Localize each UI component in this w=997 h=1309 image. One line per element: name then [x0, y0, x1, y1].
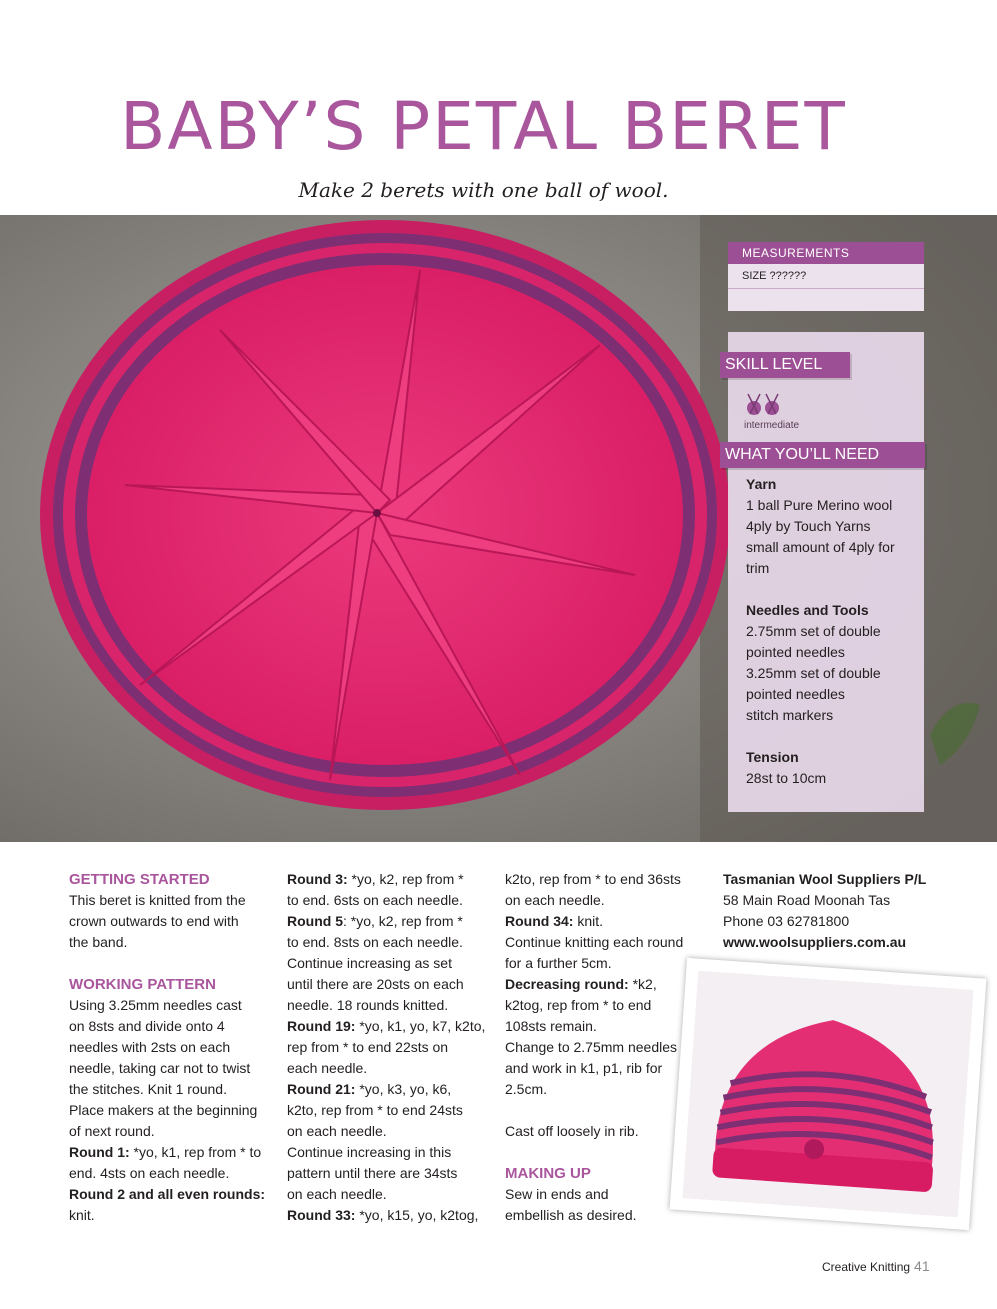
round-3: Round 3: *yo, k2, rep from * [287, 871, 464, 887]
instructions-column-2 [287, 869, 493, 1226]
text-line: for a further 5cm. [505, 955, 612, 971]
round-34: Round 34: knit. [505, 913, 604, 929]
text-line: each needle. [287, 1060, 368, 1076]
round-19: Round 19: *yo, k1, yo, k7, k2to, [287, 1018, 486, 1034]
text-line: crown outwards to end with [69, 913, 239, 929]
tools-line: 3.25mm set of double [746, 665, 881, 681]
decreasing-round: Decreasing round: *k2, [505, 976, 657, 992]
supplier-info [723, 869, 943, 953]
supplier-name: Tasmanian Wool Suppliers P/L [723, 871, 927, 887]
text-line: and work in k1, p1, rib for [505, 1060, 663, 1076]
making-up-heading: MAKING UP [505, 1165, 591, 1182]
round-1: Round 1: *yo, k1, rep from * to [69, 1144, 262, 1160]
text-line: to end. 8sts on each needle. [287, 934, 463, 950]
magazine-name: Creative Knitting [822, 1260, 911, 1274]
supplier-website: www.woolsuppliers.com.au [723, 934, 907, 950]
yarn-line: small amount of 4ply for [746, 539, 895, 555]
text-line: embellish as desired. [505, 1207, 637, 1223]
measurements-blank-row [728, 289, 924, 311]
subtitle: Make 2 berets with one ball of wool. [298, 178, 669, 202]
text-line: knit. [69, 1207, 95, 1223]
text-line: on each needle. [505, 892, 605, 908]
skill-level-value: intermediate [744, 420, 800, 431]
text-line: pattern until there are 34sts [287, 1165, 458, 1181]
supplier-phone: Phone 03 62781800 [723, 913, 850, 929]
working-pattern-heading: WORKING PATTERN [69, 976, 216, 993]
yarn-heading: Yarn [746, 476, 777, 492]
text-line: to end. 6sts on each needle. [287, 892, 463, 908]
page-title: BABY’S PETAL BERET [120, 88, 847, 165]
text-line: end. 4sts on each needle. [69, 1165, 230, 1181]
tools-heading: Needles and Tools [746, 602, 869, 618]
text-line: rep from * to end 22sts on [287, 1039, 449, 1055]
yarn-balls-icon [744, 392, 792, 418]
yarn-line: 4ply by Touch Yarns [746, 518, 871, 534]
getting-started-heading: GETTING STARTED [69, 871, 210, 888]
text-line: 108sts remain. [505, 1018, 597, 1034]
tools-line: pointed needles [746, 644, 845, 660]
text-line: of next round. [69, 1123, 155, 1139]
round-2-label: Round 2 and all even rounds: [69, 1186, 266, 1202]
text-line: on 8sts and divide onto 4 [69, 1018, 225, 1034]
text-line: Continue increasing in this [287, 1144, 452, 1160]
round-33: Round 33: *yo, k15, yo, k2tog, [287, 1207, 479, 1223]
tension-heading: Tension [746, 749, 799, 765]
text-line: k2tog, rep from * to end [505, 997, 652, 1013]
beret-side-photo [670, 958, 987, 1230]
text-line: Using 3.25mm needles cast [69, 997, 242, 1013]
requirements-list [746, 474, 916, 789]
tools-line: stitch markers [746, 707, 834, 723]
page-footer [822, 1258, 930, 1274]
text-line: k2to, rep from * to end 24sts [287, 1102, 463, 1118]
text-line: Continue increasing as set [287, 955, 452, 971]
page-number: 41 [914, 1258, 930, 1274]
what-you-need-heading: WHAT YOU’LL NEED [720, 442, 925, 468]
measurements-heading: MEASUREMENTS [728, 242, 924, 264]
text-line: the stitches. Knit 1 round. [69, 1081, 227, 1097]
text-line: Continue knitting each round [505, 934, 684, 950]
text-line: Sew in ends and [505, 1186, 609, 1202]
round-5: Round 5: *yo, k2, rep from * [287, 913, 463, 929]
text-line: needles with 2sts on each [69, 1039, 231, 1055]
text-line: the band. [69, 934, 128, 950]
text-line: needle, taking car not to twist [69, 1060, 251, 1076]
text-line: This beret is knitted from the [69, 892, 246, 908]
text-line: on each needle. [287, 1186, 387, 1202]
text-line: 2.5cm. [505, 1081, 548, 1097]
text-line: on each needle. [287, 1123, 387, 1139]
text-line: until there are 20sts on each [287, 976, 464, 992]
text-line: k2to, rep from * to end 36sts [505, 871, 681, 887]
tools-line: pointed needles [746, 686, 845, 702]
text-line: Change to 2.75mm needles [505, 1039, 677, 1055]
yarn-line: 1 ball Pure Merino wool [746, 497, 893, 513]
yarn-line: trim [746, 560, 770, 576]
measurements-panel [728, 242, 924, 311]
supplier-address: 58 Main Road Moonah Tas [723, 892, 891, 908]
tools-line: 2.75mm set of double [746, 623, 881, 639]
cast-off-line: Cast off loosely in rib. [505, 1123, 639, 1139]
text-line: needle. 18 rounds knitted. [287, 997, 449, 1013]
round-21: Round 21: *yo, k3, yo, k6, [287, 1081, 452, 1097]
skill-level-heading: SKILL LEVEL [720, 352, 850, 378]
instructions-column-1 [69, 869, 275, 1226]
tension-value: 28st to 10cm [746, 770, 827, 786]
text-line: Place makers at the beginning [69, 1102, 258, 1118]
size-value: SIZE ?????? [728, 264, 924, 289]
beret-side-illustration [682, 971, 973, 1218]
